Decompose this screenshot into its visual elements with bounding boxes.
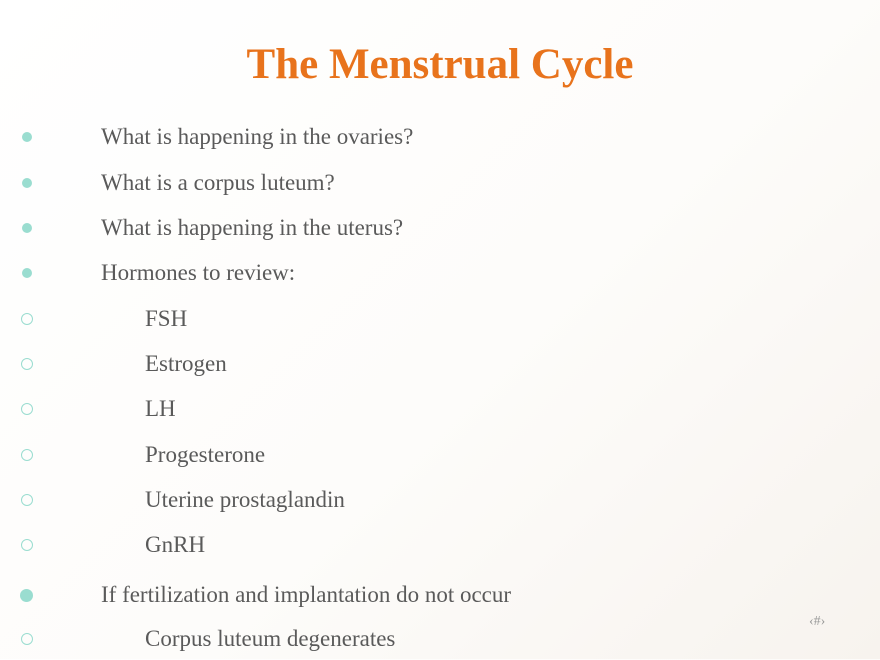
list-item bbox=[0, 300, 880, 340]
bullet-text: Estrogen bbox=[145, 351, 227, 376]
bullet-hollow-icon bbox=[21, 313, 33, 325]
bullet-hollow-icon bbox=[21, 403, 33, 415]
slide-number: ‹#› bbox=[809, 614, 826, 629]
bullet-text: Hormones to review: bbox=[101, 260, 296, 285]
bullet-text: What is happening in the uterus? bbox=[101, 215, 404, 240]
list-item bbox=[0, 620, 880, 660]
list-item bbox=[0, 481, 880, 521]
bullet-text: What is a corpus luteum? bbox=[101, 170, 335, 195]
bullet-hollow-icon bbox=[21, 358, 33, 370]
bullet-filled-icon bbox=[22, 178, 32, 188]
bullet-hollow-icon bbox=[21, 539, 33, 551]
bullet-text: LH bbox=[145, 396, 176, 421]
list-item bbox=[0, 345, 880, 385]
bullet-filled-icon bbox=[20, 589, 33, 602]
bullet-filled-icon bbox=[22, 223, 32, 233]
bullet-text: What is happening in the ovaries? bbox=[101, 124, 414, 149]
bullet-hollow-icon bbox=[21, 449, 33, 461]
bullet-hollow-icon bbox=[21, 633, 33, 645]
bullet-text: Corpus luteum degenerates bbox=[145, 626, 396, 651]
bullet-filled-icon bbox=[22, 268, 32, 278]
list-item bbox=[0, 436, 880, 476]
list-item bbox=[0, 164, 880, 204]
slide-title: The Menstrual Cycle bbox=[246, 41, 634, 88]
list-item bbox=[0, 576, 880, 616]
bullet-text: If fertilization and implantation do not occur bbox=[101, 582, 512, 607]
list-item bbox=[0, 118, 880, 158]
list-item bbox=[0, 254, 880, 294]
bullet-text: FSH bbox=[145, 306, 188, 331]
list-item bbox=[0, 390, 880, 430]
list-item bbox=[0, 526, 880, 566]
bullet-text: Progesterone bbox=[145, 442, 266, 467]
bullet-filled-icon bbox=[22, 132, 32, 142]
list-item bbox=[0, 209, 880, 249]
bullet-text: Uterine prostaglandin bbox=[145, 487, 345, 512]
bullet-hollow-icon bbox=[21, 494, 33, 506]
bullet-text: GnRH bbox=[145, 532, 206, 557]
